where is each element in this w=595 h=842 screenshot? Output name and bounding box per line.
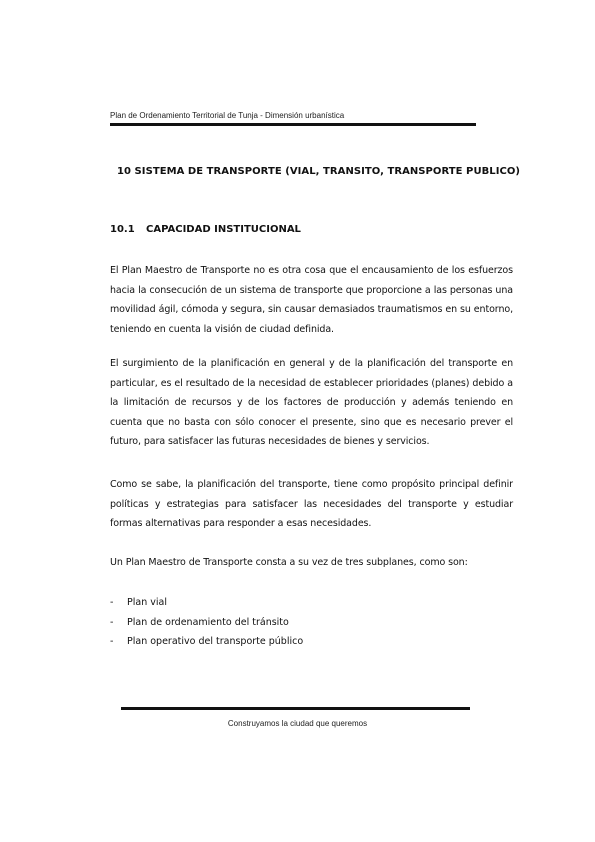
running-header: Plan de Ordenamiento Territorial de Tunja - Dimensión urbanística xyxy=(110,111,345,120)
list-item-text: Plan vial xyxy=(127,597,167,608)
list-bullet: - xyxy=(110,616,114,628)
running-footer: Construyamos la ciudad que queremos xyxy=(227,719,368,728)
chapter-title: 10 SISTEMA DE TRANSPORTE (VIAL, TRANSITO, TRANSPORTE PUBLICO) xyxy=(117,166,521,177)
list-bullet: - xyxy=(110,597,114,608)
section-heading xyxy=(110,224,301,235)
list-item-text: Plan operativo del transporte público xyxy=(127,636,304,648)
list-item xyxy=(110,632,303,652)
paragraph: El Plan Maestro de Transporte no es otra cosa que el encausamiento de los esfuerzos hacia la consecución de un sistema de transporte que proporcione a las personas una movilidad ágil, cómoda y segura, sin causar demasiados traumatismos en su entorno, teniendo en cuenta la visión de ciudad definida. xyxy=(110,265,513,335)
section-number: 10.1 xyxy=(110,224,135,235)
subplan-list xyxy=(110,593,303,652)
paragraph: Un Plan Maestro de Transporte consta a su vez de tres subplanes, como son: xyxy=(110,557,468,568)
list-item xyxy=(110,593,303,613)
paragraph: Como se sabe, la planificación del transporte, tiene como propósito principal definir políticas y estrategias para satisfacer las necesidades del transporte y estudiar formas alternativas para responder a esas necesidades. xyxy=(110,479,513,530)
header-rule xyxy=(110,123,476,126)
list-item-text: Plan de ordenamiento del tránsito xyxy=(127,616,289,628)
section-title: CAPACIDAD INSTITUCIONAL xyxy=(146,224,301,235)
paragraph: El surgimiento de la planificación en general y de la planificación del transporte en particular, es el resultado de la necesidad de establecer prioridades (planes) debido a la limitación de recursos y de los factores de producción y además teniendo en cuenta que no basta con sólo conocer el presente, sino que es necesario prever el futuro, para satisfacer las futuras necesidades de bienes y servicios. xyxy=(110,358,513,448)
list-item xyxy=(110,613,303,633)
footer-rule xyxy=(121,707,470,710)
list-bullet: - xyxy=(110,636,114,648)
